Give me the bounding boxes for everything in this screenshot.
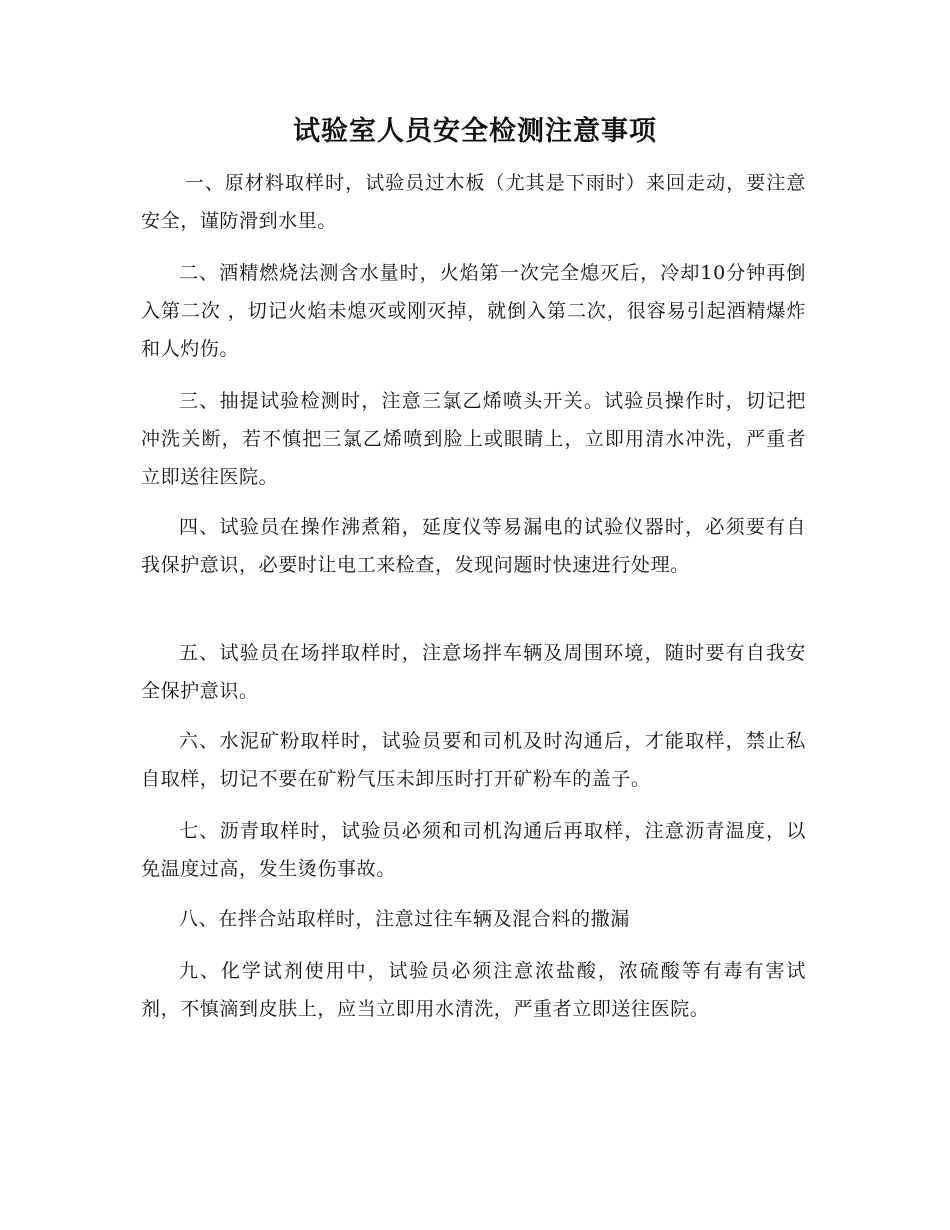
- document-title: 试验室人员安全检测注意事项: [293, 116, 657, 147]
- paragraph-4: 四、试验员在操作沸煮箱，延度仪等易漏电的试验仪器时，必须要有自我保护意识，必要时让电工来检查，发现问题时快速进行处理。: [141, 516, 806, 576]
- paragraph-8: 八、在拌合站取样时，注意过往车辆及混合料的撒漏: [179, 908, 630, 930]
- paragraph-7: 七、沥青取样时，试验员必须和司机沟通后再取样，注意沥青温度，以免温度过高，发生烫伤事故。: [141, 820, 806, 880]
- paragraph-3: 三、抽提试验检测时，注意三氯乙烯喷头开关。试验员操作时，切记把冲洗关断，若不慎把三氯乙烯喷到脸上或眼睛上，立即用清水冲洗，严重者立即送往医院。: [141, 390, 806, 488]
- paragraph-5: 五、试验员在场拌取样时，注意场拌车辆及周围环境，随时要有自我安全保护意识。: [141, 642, 806, 702]
- paragraph-6: 六、水泥矿粉取样时，试验员要和司机及时沟通后，才能取样，禁止私自取样，切记不要在矿粉气压未卸压时打开矿粉车的盖子。: [141, 730, 806, 790]
- paragraph-9: 九、化学试剂使用中，试验员必须注意浓盐酸，浓硫酸等有毒有害试剂，不慎滴到皮肤上，应当立即用水清洗，严重者立即送往医院。: [141, 960, 806, 1020]
- paragraph-2: 二、酒精燃烧法测含水量时，火焰第一次完全熄灭后，冷却10分钟再倒入第二次 ，切记火焰未熄灭或刚灭掉，就倒入第二次，很容易引起酒精爆炸和人灼伤。: [141, 262, 806, 360]
- paragraph-1: 一、原材料取样时，试验员过木板（尤其是下雨时）来回走动，要注意安全，谨防滑到水里。: [141, 172, 806, 232]
